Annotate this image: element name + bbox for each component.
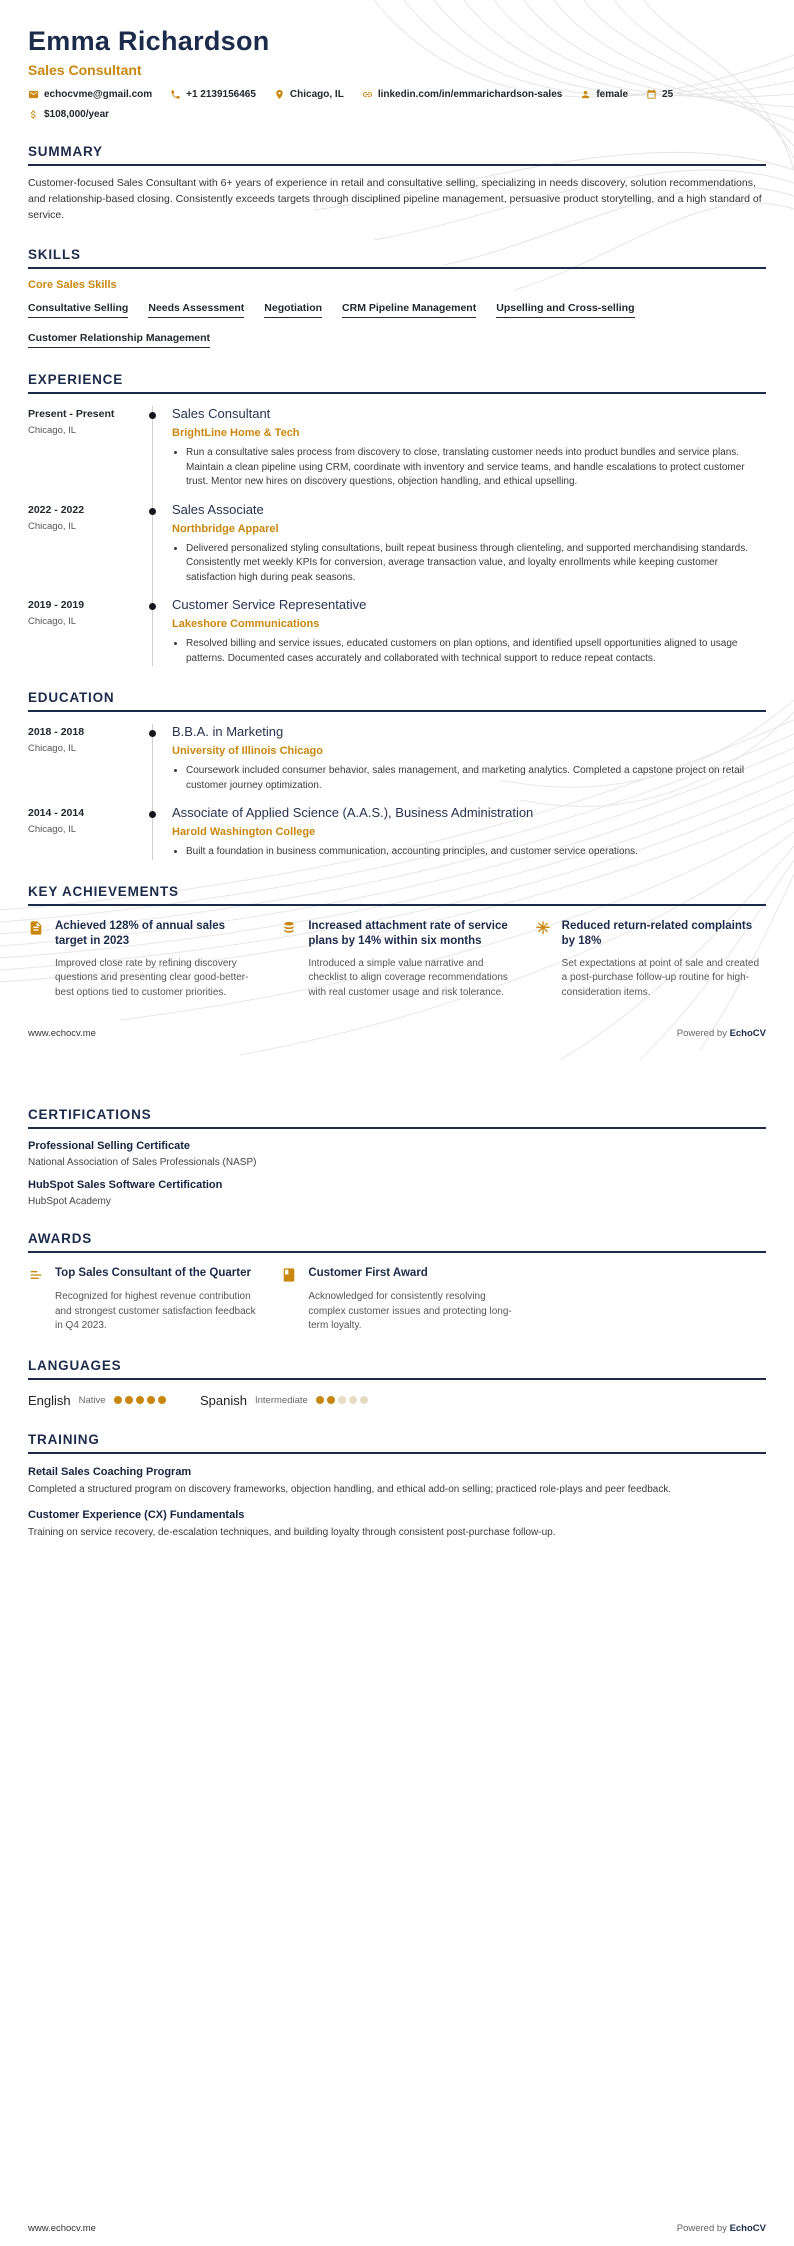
school-name: University of Illinois Chicago (172, 745, 323, 758)
achievement-card (28, 919, 259, 1001)
footer-site-link[interactable]: www.echocv.me (28, 1028, 96, 1040)
person-icon (580, 89, 591, 100)
awards-grid (28, 1266, 766, 1334)
experience-heading: EXPERIENCE (28, 372, 766, 394)
job-bullet: • Run a consultative sales process from discovery to close, translating customer needs into product bundles and service plans. Maintain a clean pipeline using CRM, coordinate with inventory and service teams, and handle escalations to protect customer trust. Mentor new hires on discovery questions, objection handling, and ethical upselling. (186, 446, 766, 490)
certifications-heading: CERTIFICATIONS (28, 1107, 766, 1129)
contact-linkedin[interactable] (362, 89, 563, 100)
footer-brand: EchoCV (729, 2223, 766, 2234)
achievements-grid (28, 919, 766, 1001)
contact-age (646, 89, 673, 100)
achievement-title: Increased attachment rate of service plans by 14% within six months (308, 919, 508, 948)
salary-icon (28, 109, 39, 120)
section-awards (28, 1231, 766, 1334)
contact-salary-text: $108,000/year (44, 109, 110, 120)
school-location: Chicago, IL (28, 824, 77, 836)
calendar-icon (646, 89, 657, 100)
contact-email[interactable] (28, 89, 152, 100)
page-footer (28, 1028, 766, 1039)
certificate-icon (28, 920, 44, 936)
timeline-line (140, 805, 166, 860)
job-bullets (186, 542, 766, 586)
section-skills (28, 247, 766, 348)
award-card (28, 1266, 259, 1334)
school-dates: 2014 - 2014 (28, 807, 85, 820)
skill-chip: Needs Assessment (148, 302, 244, 318)
contact-row (28, 89, 766, 120)
contact-email-text: echocvme@gmail.com (44, 89, 153, 100)
training-item (28, 1509, 766, 1541)
candidate-name: Emma Richardson (28, 26, 270, 56)
section-languages (28, 1358, 766, 1408)
job-company: Northbridge Apparel (172, 522, 279, 535)
skill-chip: Negotiation (264, 302, 322, 318)
training-title: Customer Experience (CX) Fundamentals (28, 1509, 245, 1522)
certification-title: HubSpot Sales Software Certification (28, 1179, 223, 1192)
footer-site-link[interactable]: www.echocv.me (28, 2223, 96, 2234)
training-item (28, 1466, 766, 1498)
contact-location (274, 89, 344, 100)
timeline-line (140, 406, 166, 490)
achievement-title: Achieved 128% of annual sales target in 2023 (55, 919, 226, 948)
language-item (200, 1393, 372, 1408)
language-level: Native (78, 1394, 106, 1406)
language-rating-dots (316, 1396, 368, 1404)
job-location: Chicago, IL (28, 425, 77, 437)
section-education (28, 690, 766, 860)
experience-entry (28, 406, 766, 490)
achievement-card (535, 919, 766, 1001)
location-icon (274, 89, 285, 100)
contact-phone-text: +1 2139156465 (186, 89, 256, 100)
skill-chip: Customer Relationship Management (28, 332, 210, 348)
language-level: Intermediate (254, 1394, 308, 1406)
training-description: Training on service recovery, de-escalation techniques, and building loyalty through consistent post-purchase follow-up. (28, 1527, 556, 1539)
language-rating-dots (114, 1396, 166, 1404)
certification-org: HubSpot Academy (28, 1196, 111, 1208)
timeline-dot (149, 811, 156, 818)
job-bullets (186, 637, 766, 666)
timeline-dot (149, 730, 156, 737)
school-bullets (186, 845, 766, 860)
summary-text: Customer-focused Sales Consultant with 6+ years of experience in retail and consultative selling, specializing in needs discovery, solution recommendations, and relationship-based closing. Consistently exceeds targets through disciplined pipeline management, persuasive product storytelling, and a high standard of service. (28, 177, 762, 221)
header (28, 26, 766, 120)
coins-icon (281, 920, 297, 936)
award-description: Acknowledged for consistently resolving complex customer issues and protecting long-term loyalty. (308, 1291, 512, 1332)
awards-heading: AWARDS (28, 1231, 766, 1253)
school-dates: 2018 - 2018 (28, 726, 85, 739)
job-location: Chicago, IL (28, 520, 77, 532)
experience-entry (28, 597, 766, 666)
job-bullet: • Delivered personalized styling consultations, built repeat business through clienteling, and supported merchandising standards. Consistently met weekly KPIs for conversion, average transaction value, and loyalty enrollments while keeping customer satisfaction high during peak seasons. (186, 542, 766, 586)
candidate-title: Sales Consultant (28, 62, 142, 78)
contact-salary (28, 109, 109, 120)
skills-group-label: Core Sales Skills (28, 279, 117, 292)
education-entry (28, 724, 766, 793)
job-title: Customer Service Representative (172, 597, 367, 613)
job-title: Sales Consultant (172, 406, 271, 422)
footer-powered: Powered by EchoCV (676, 2223, 766, 2234)
timeline-line (140, 502, 166, 586)
link-icon (362, 89, 373, 100)
experience-entry (28, 502, 766, 586)
job-bullets (186, 446, 766, 490)
footer-powered: Powered by EchoCV (676, 1028, 766, 1040)
training-description: Completed a structured program on discovery frameworks, objection handling, and ethical add-on selling; practiced role-plays and peer feedback. (28, 1483, 672, 1495)
job-dates: Present - Present (28, 408, 115, 421)
certification-org: National Association of Sales Professionals (NASP) (28, 1157, 257, 1169)
job-bullet: • Resolved billing and service issues, educated customers on plan options, and identified upsell opportunities aligned to usage patterns. Documented cases accurately and collaborated with technical support to reduce repeat contacts. (186, 637, 766, 666)
achievements-heading: KEY ACHIEVEMENTS (28, 884, 766, 906)
contact-location-text: Chicago, IL (289, 89, 344, 100)
book-icon (281, 1267, 297, 1283)
language-name: Spanish (200, 1392, 247, 1408)
contact-linkedin-text: linkedin.com/in/emmarichardson-sales (377, 89, 563, 100)
award-title: Customer First Award (308, 1267, 428, 1280)
timeline-line (140, 597, 166, 666)
training-heading: TRAINING (28, 1432, 766, 1454)
school-location: Chicago, IL (28, 743, 77, 755)
email-icon (28, 89, 39, 100)
award-description: Recognized for highest revenue contribution and strongest customer satisfaction feedback in Q4 2023. (55, 1291, 256, 1332)
degree-title: Associate of Applied Science (A.A.S.), Business Administration (172, 805, 534, 821)
job-dates: 2022 - 2022 (28, 503, 85, 516)
section-achievements (28, 884, 766, 1001)
education-entry (28, 805, 766, 860)
award-title: Top Sales Consultant of the Quarter (55, 1267, 251, 1280)
award-card (281, 1266, 512, 1334)
skill-chip: Consultative Selling (28, 302, 128, 318)
language-item (28, 1393, 200, 1408)
training-title: Retail Sales Coaching Program (28, 1465, 192, 1478)
list-icon (28, 1267, 44, 1283)
job-company: Lakeshore Communications (172, 618, 320, 631)
certification-item (28, 1140, 766, 1168)
skills-list (28, 302, 766, 348)
page-footer-bottom (28, 2223, 766, 2234)
timeline-line (140, 724, 166, 793)
footer-brand: EchoCV (729, 1028, 766, 1040)
timeline-dot (149, 508, 156, 515)
languages-list (28, 1393, 766, 1408)
phone-icon (170, 89, 181, 100)
section-training (28, 1432, 766, 1541)
skill-chip: Upselling and Cross-selling (496, 302, 634, 318)
job-dates: 2019 - 2019 (28, 599, 85, 612)
section-certifications (28, 1107, 766, 1207)
achievement-title: Reduced return-related complaints by 18% (561, 919, 753, 948)
school-bullet: • Built a foundation in business communication, accounting principles, and customer service operations. (186, 845, 766, 860)
contact-age-text: 25 (662, 89, 674, 100)
school-name: Harold Washington College (172, 826, 316, 839)
summary-heading: SUMMARY (28, 144, 766, 166)
section-experience (28, 372, 766, 666)
contact-phone[interactable] (170, 89, 256, 100)
achievement-card (281, 919, 512, 1001)
spark-icon (535, 920, 551, 936)
certification-item (28, 1179, 766, 1207)
achievement-description: Introduced a simple value narrative and checklist to align coverage recommendations with real customer usage and risk tolerance. (308, 957, 508, 998)
skill-chip: CRM Pipeline Management (342, 302, 476, 318)
language-name: English (28, 1392, 71, 1408)
school-bullets (186, 764, 766, 793)
education-heading: EDUCATION (28, 690, 766, 712)
contact-gender-text: female (596, 89, 629, 100)
contact-gender (580, 89, 628, 100)
achievement-description: Set expectations at point of sale and created a post-purchase follow-up routine for high-consideration items. (561, 957, 760, 998)
job-title: Sales Associate (172, 501, 264, 517)
school-bullet: • Coursework included consumer behavior, sales management, and marketing analytics. Completed a capstone project on retail customer journey optimization. (186, 764, 766, 793)
skills-heading: SKILLS (28, 247, 766, 269)
timeline-dot (149, 603, 156, 610)
timeline-dot (149, 412, 156, 419)
degree-title: B.B.A. in Marketing (172, 724, 284, 740)
job-location: Chicago, IL (28, 616, 77, 628)
job-company: BrightLine Home & Tech (172, 427, 300, 440)
languages-heading: LANGUAGES (28, 1358, 766, 1380)
achievement-description: Improved close rate by refining discovery questions and presenting clear good-better-best options tied to customer priorities. (55, 957, 249, 998)
certification-title: Professional Selling Certificate (28, 1140, 190, 1153)
section-summary (28, 144, 766, 223)
